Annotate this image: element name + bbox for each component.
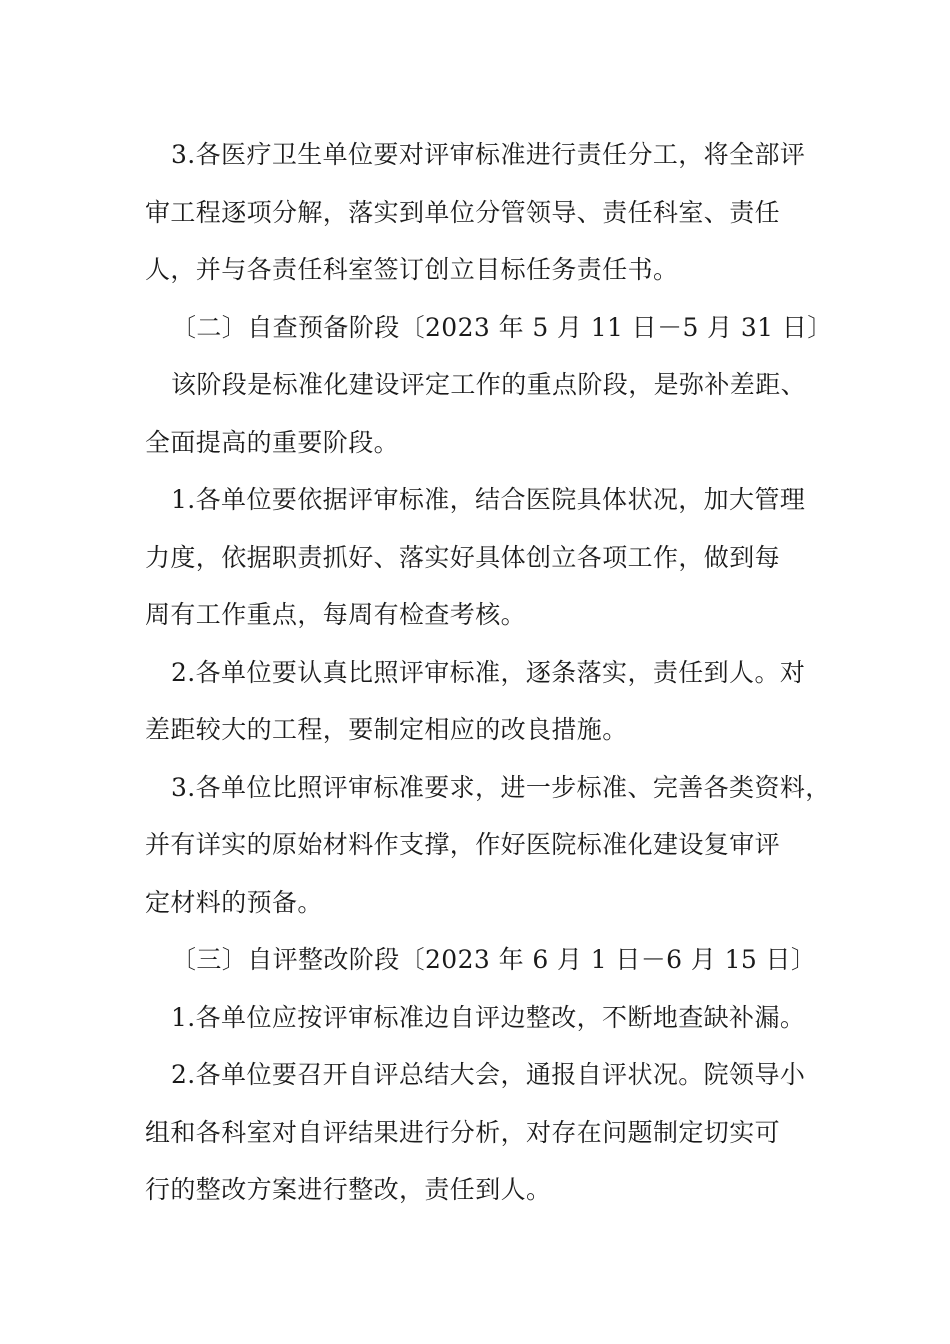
paragraph-line: 3.各医疗卫生单位要对评审标准进行责任分工，将全部评 xyxy=(171,140,806,169)
paragraph-line: 组和各科室对自评结果进行分析，对存在问题制定切实可 xyxy=(145,1117,781,1147)
paragraph-line: 审工程逐项分解，落实到单位分管领导、责任科室、责任 xyxy=(145,197,781,227)
paragraph-line: 并有详实的原始材料作支撑，作好医院标准化建设复审评 xyxy=(145,830,781,859)
paragraph-line: 2.各单位要认真比照评审标准，逐条落实，责任到人。对 xyxy=(171,657,806,687)
section-heading: 〔二〕自查预备阶段〔2023 年 5 月 11 日－5 月 31 日〕 xyxy=(171,312,833,342)
paragraph-line: 全面提高的重要阶段。 xyxy=(145,427,400,457)
paragraph-line: 1.各单位应按评审标准边自评边整改，不断地查缺补漏。 xyxy=(171,1002,806,1032)
paragraph-line: 力度，依据职责抓好、落实好具体创立各项工作，做到每 xyxy=(145,542,781,572)
paragraph-line: 周有工作重点，每周有检查考核。 xyxy=(145,600,527,629)
document-body xyxy=(145,126,845,1219)
paragraph-line: 定材料的预备。 xyxy=(145,887,323,917)
section-heading: 〔三〕自评整改阶段〔2023 年 6 月 1 日－6 月 15 日〕 xyxy=(171,945,817,974)
paragraph-line: 差距较大的工程，要制定相应的改良措施。 xyxy=(145,715,628,744)
paragraph-line: 人，并与各责任科室签订创立目标任务责任书。 xyxy=(145,255,679,284)
paragraph-line: 该阶段是标准化建设评定工作的重点阶段，是弥补差距、 xyxy=(171,370,807,399)
paragraph-line: 3.各单位比照评审标准要求，进一步标准、完善各类资料， xyxy=(171,772,831,802)
paragraph-line: 2.各单位要召开自评总结大会，通报自评状况。院领导小 xyxy=(171,1060,806,1089)
paragraph-line: 1.各单位要依据评审标准，结合医院具体状况，加大管理 xyxy=(171,485,806,514)
paragraph-line: 行的整改方案进行整改，责任到人。 xyxy=(145,1175,552,1204)
